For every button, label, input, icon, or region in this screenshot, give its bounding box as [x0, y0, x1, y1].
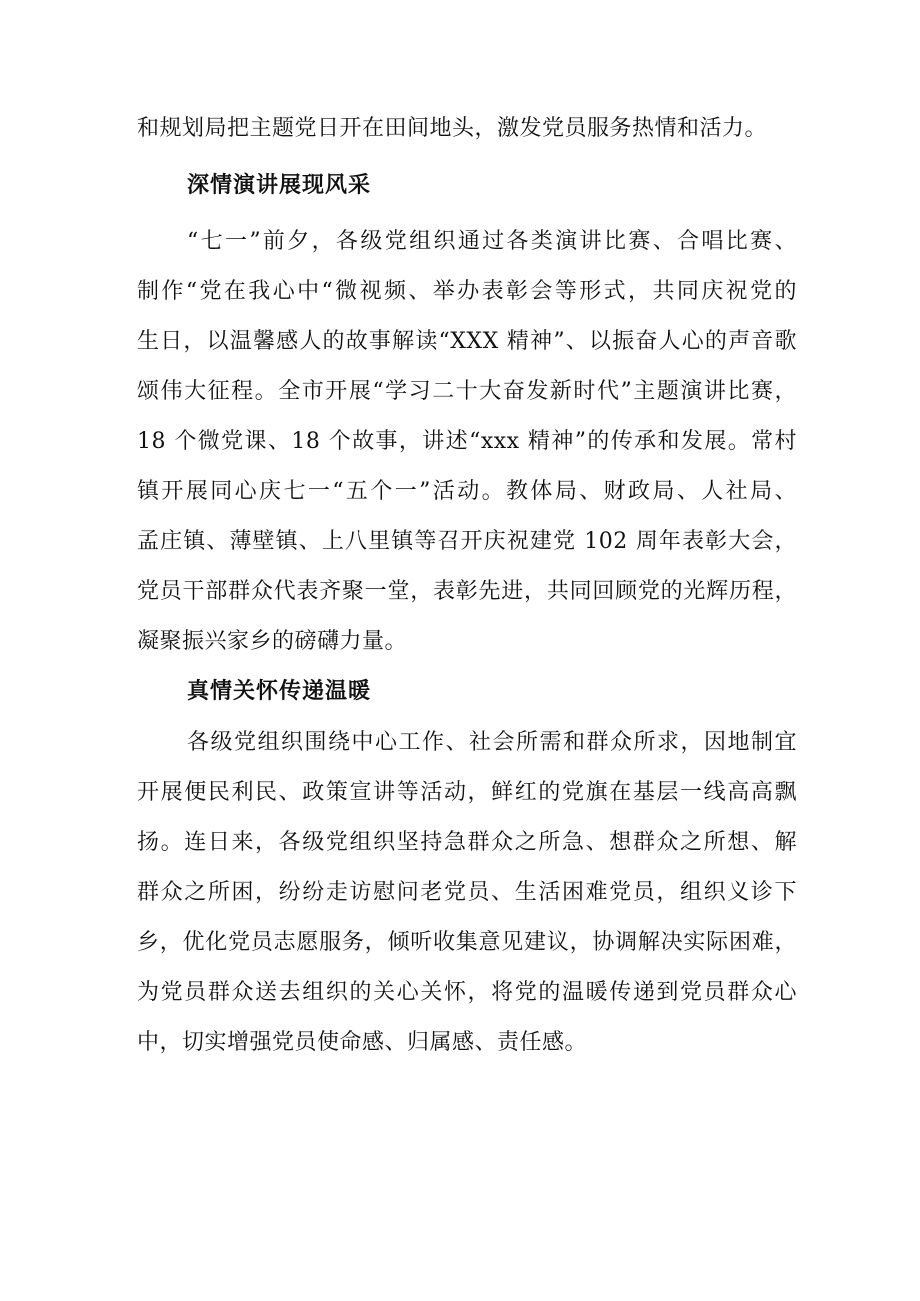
paragraph-line: 镇开展同心庆七一“五个一”活动。教体局、财政局、人社局、 — [137, 479, 797, 504]
section-heading-care: 真情关怀传递温暖 — [187, 679, 372, 704]
paragraph-line: 制作“党在我心中“微视频、举办表彰会等形式，共同庆祝党的 — [137, 279, 797, 304]
paragraph-line: 乡，优化党员志愿服务，倾听收集意见建议，协调解决实际困难， — [137, 930, 797, 955]
paragraph-line: 党员干部群众代表齐聚一堂，表彰先进，共同回顾党的光辉历程， — [137, 579, 797, 604]
paragraph-line: 开展便民利民、政策宣讲等活动，鲜红的党旗在基层一线高高飘 — [137, 780, 797, 805]
paragraph-line: 18 个微党课、18 个故事，讲述“xxx 精神”的传承和发展。常村 — [137, 429, 797, 454]
paragraph-line: 生日，以温馨感人的故事解读“XXX 精神”、以振奋人心的声音歌 — [137, 329, 797, 354]
paragraph-line: 各级党组织围绕中心工作、社会所需和群众所求，因地制宜 — [187, 730, 797, 755]
section-heading-speech: 深情演讲展现风采 — [187, 173, 372, 198]
paragraph-line: 为党员群众送去组织的关心关怀，将党的温暖传递到党员群众心 — [137, 980, 797, 1005]
paragraph-line: 扬。连日来，各级党组织坚持急群众之所急、想群众之所想、解 — [137, 830, 797, 855]
paragraph-line: 中，切实增强党员使命感、归属感、责任感。 — [137, 1030, 588, 1055]
paragraph-line: 凝聚振兴家乡的磅礴力量。 — [137, 629, 408, 654]
paragraph-line: “七一”前夕，各级党组织通过各类演讲比赛、合唱比赛、 — [187, 229, 797, 254]
paragraph-line: 孟庄镇、薄壁镇、上八里镇等召开庆祝建党 102 周年表彰大会， — [137, 529, 797, 554]
intro-paragraph-tail: 和规划局把主题党日开在田间地头，激发党员服务热情和活力。 — [137, 116, 768, 141]
paragraph-line: 颂伟大征程。全市开展“学习二十大奋发新时代”主题演讲比赛， — [137, 379, 797, 404]
paragraph-line: 群众之所困，纷纷走访慰问老党员、生活困难党员，组织义诊下 — [137, 880, 797, 905]
